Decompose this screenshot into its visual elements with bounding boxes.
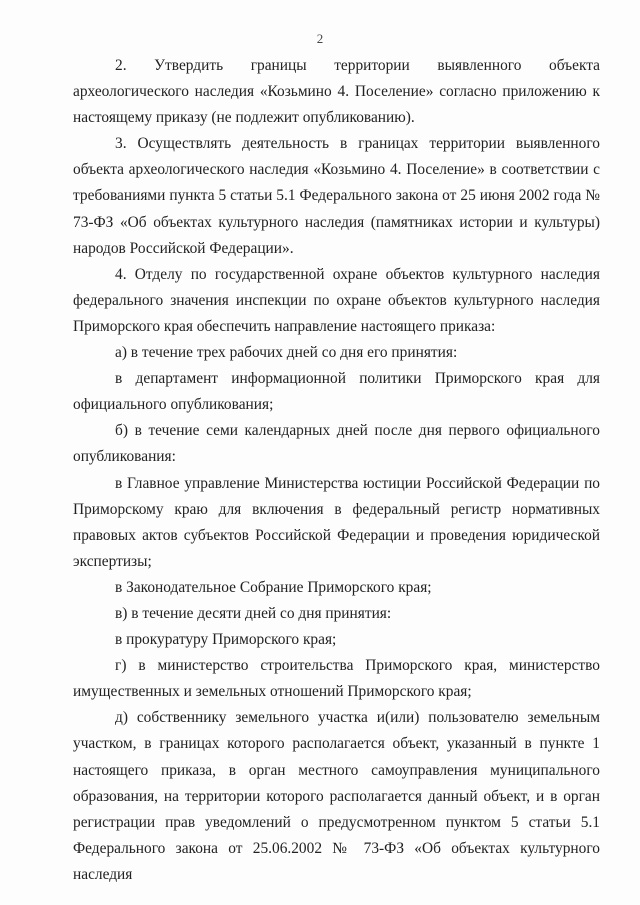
paragraph-2-approve-boundaries: 2. Утвердить границы территории выявленного объекта археологического наследия «Козьмино 4. Поселение» согласно приложению к настоящему приказу (не подлежит опубликованию). [73,57,600,127]
paragraph-ministry-of-justice: в Главное управление Министерства юстиции Российской Федерации по Приморскому краю для включения в федеральный регистр нормативных правовых актов субъектов Российской Федерации и проведения юридической экспертизы; [73,474,600,570]
paragraph-4b-seven-days: б) в течение семи календарных дней после дня первого официального опубликования: [73,422,600,466]
document-body [73,53,600,888]
paragraph-info-policy-department: в департамент информационной политики Приморского края для официального опубликования; [73,370,600,414]
paragraph-4e-land-owner: д) собственнику земельного участка и(или) пользователю земельным участком, в границах которого располагается объект, указанный в пункте 1 настоящего приказа, в орган местного самоуправления муниципального образования, на территории которого располагается данный объект, и в орган регистрации прав уведомлений о предусмотренном пунктом 5 статьи 5.1 Федерального закона от 25.06.2002 № 73-ФЗ «Об объектах культурного наследия [73,709,600,883]
paragraph-4c-ten-days: в) в течение десяти дней со дня принятия: [115,604,392,622]
page-number: 2 [316,31,324,46]
paragraph-legislative-assembly: в Законодательное Собрание Приморского края; [115,578,432,596]
paragraph-3-activities: 3. Осуществлять деятельность в границах территории выявленного объекта археологического наследия «Козьмино 4. Поселение» в соответствии с требованиями пункта 5 статьи 5.1 Федерального закона от 25 июня 2002 года № 73-ФЗ «Об объектах культурного наследия (памятниках истории и культуры) народов Российской Федерации». [73,135,600,257]
paragraph-4a-three-days: а) в течение трех рабочих дней со дня его принятия: [115,344,458,362]
paragraph-prosecutor-office: в прокуратуру Приморского края; [115,631,337,649]
paragraph-4-department-duty: 4. Отделу по государственной охране объектов культурного наследия федерального значения инспекции по охране объектов культурного наследия Приморского края обеспечить направление настоящего приказа: [73,265,600,335]
paragraph-4d-ministries: г) в министерство строительства Приморского края, министерство имущественных и земельных отношений Приморского края; [73,657,600,701]
